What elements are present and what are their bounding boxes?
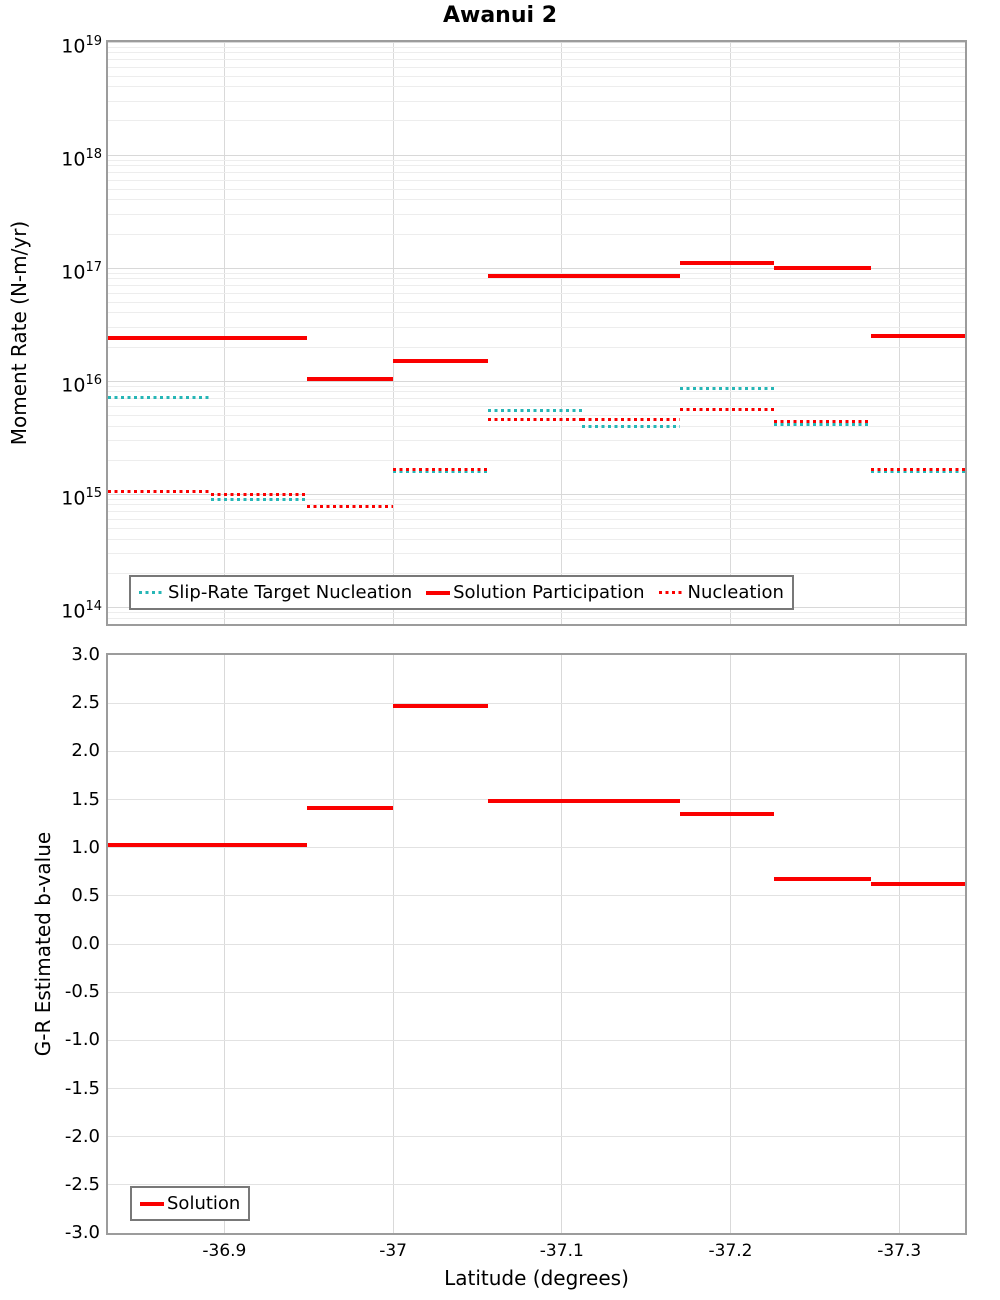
major-gridline xyxy=(108,944,965,945)
minor-gridline xyxy=(108,172,965,173)
series-segment-slip-rate-target-nucleation xyxy=(108,396,211,399)
series-segment-solution xyxy=(774,877,870,881)
vertical-gridline xyxy=(224,42,225,624)
minor-gridline xyxy=(108,440,965,441)
series-segment-solution-participation xyxy=(307,377,393,381)
series-segment-solution xyxy=(108,843,211,847)
legend-item-label: Slip-Rate Target Nucleation xyxy=(168,582,413,603)
legend-swatch-solid-line xyxy=(426,591,450,595)
major-gridline xyxy=(108,155,965,156)
minor-gridline xyxy=(108,52,965,53)
series-segment-nucleation xyxy=(393,468,487,471)
series-segment-slip-rate-target-nucleation xyxy=(680,387,774,390)
legend-item-label: Solution xyxy=(167,1193,241,1214)
series-segment-solution xyxy=(393,704,487,708)
x-tick-label: -37 xyxy=(379,1241,407,1261)
chart-title: Awanui 2 xyxy=(442,3,558,28)
y-tick-exponent: 14 xyxy=(85,599,102,615)
series-segment-solution-participation xyxy=(871,334,965,338)
series-segment-solution xyxy=(307,806,393,810)
y-tick-label: 0.5 xyxy=(71,884,100,906)
y-tick-label: $10^{18}$ xyxy=(61,147,102,171)
series-segment-nucleation xyxy=(582,418,680,421)
major-gridline xyxy=(108,1040,965,1041)
series-segment-solution-participation xyxy=(393,359,487,363)
series-segment-nucleation xyxy=(680,408,774,411)
minor-gridline xyxy=(108,426,965,427)
y-tick-label: $10^{19}$ xyxy=(61,34,102,58)
top-y-axis-title: Moment Rate (N-m/yr) xyxy=(7,220,31,446)
minor-gridline xyxy=(108,180,965,181)
y-tick-label: 0.0 xyxy=(71,933,100,954)
minor-gridline xyxy=(108,67,965,68)
minor-gridline xyxy=(108,120,965,121)
y-tick-label: $10^{14}$ xyxy=(61,599,102,623)
minor-gridline xyxy=(108,398,965,399)
y-tick-label: $10^{16}$ xyxy=(61,373,102,397)
minor-gridline xyxy=(108,386,965,387)
minor-gridline xyxy=(108,160,965,161)
series-segment-slip-rate-target-nucleation xyxy=(582,425,680,428)
minor-gridline xyxy=(108,618,965,619)
series-segment-solution xyxy=(871,882,965,886)
series-segment-solution-participation xyxy=(211,336,307,340)
minor-gridline xyxy=(108,528,965,529)
minor-gridline xyxy=(108,293,965,294)
minor-gridline xyxy=(108,189,965,190)
legend xyxy=(130,1186,250,1221)
minor-gridline xyxy=(108,573,965,574)
x-tick-label: -37.2 xyxy=(708,1241,753,1261)
series-segment-solution xyxy=(680,812,774,816)
x-tick-label: -37.3 xyxy=(877,1241,922,1261)
y-tick-label: 2.0 xyxy=(71,740,100,762)
minor-gridline xyxy=(108,391,965,392)
series-segment-nucleation xyxy=(871,468,965,471)
major-gridline xyxy=(108,992,965,993)
minor-gridline xyxy=(108,234,965,235)
y-tick-label: 1.5 xyxy=(71,788,100,810)
series-segment-solution xyxy=(211,843,307,847)
vertical-gridline xyxy=(899,42,900,624)
y-tick-label: -1.5 xyxy=(64,1077,100,1099)
minor-gridline xyxy=(108,460,965,461)
x-axis-title: Latitude (degrees) xyxy=(444,1266,629,1290)
minor-gridline xyxy=(108,504,965,505)
series-segment-solution-participation xyxy=(680,261,774,265)
legend-swatch-dotted-line xyxy=(139,591,165,594)
y-tick-label: -2.5 xyxy=(64,1173,100,1195)
x-tick-label: -37.1 xyxy=(539,1241,584,1261)
y-tick-label: 1.0 xyxy=(71,836,100,858)
series-segment-nucleation xyxy=(488,418,582,421)
major-gridline xyxy=(108,847,965,848)
bottom-y-axis-title: G-R Estimated b-value xyxy=(31,831,55,1057)
major-gridline xyxy=(108,751,965,752)
legend-item xyxy=(140,1193,240,1214)
minor-gridline xyxy=(108,59,965,60)
minor-gridline xyxy=(108,278,965,279)
series-segment-solution-participation xyxy=(774,266,870,270)
major-gridline xyxy=(108,42,965,43)
y-tick-label: -2.0 xyxy=(64,1125,100,1147)
legend-swatch-dotted-line xyxy=(659,591,685,594)
y-tick-label: $10^{15}$ xyxy=(61,486,102,510)
minor-gridline xyxy=(108,312,965,313)
legend-swatch-solid-line xyxy=(140,1202,164,1206)
series-segment-nucleation xyxy=(774,420,870,423)
series-segment-slip-rate-target-nucleation xyxy=(211,498,307,501)
minor-gridline xyxy=(108,415,965,416)
y-tick-label: 2.5 xyxy=(71,692,100,714)
vertical-gridline xyxy=(393,42,394,624)
y-tick-label: -0.5 xyxy=(64,981,100,1003)
minor-gridline xyxy=(108,553,965,554)
legend-item xyxy=(139,582,412,603)
minor-gridline xyxy=(108,406,965,407)
minor-gridline xyxy=(108,47,965,48)
minor-gridline xyxy=(108,347,965,348)
y-tick-exponent: 19 xyxy=(85,34,102,49)
minor-gridline xyxy=(108,519,965,520)
minor-gridline xyxy=(108,511,965,512)
x-tick-label: -36.9 xyxy=(202,1241,247,1261)
minor-gridline xyxy=(108,101,965,102)
series-segment-solution xyxy=(582,799,680,803)
series-segment-solution-participation xyxy=(488,274,582,278)
minor-gridline xyxy=(108,612,965,613)
minor-gridline xyxy=(108,539,965,540)
legend-item-label: Nucleation xyxy=(687,582,784,603)
vertical-gridline xyxy=(561,42,562,624)
minor-gridline xyxy=(108,165,965,166)
y-tick-label: -1.0 xyxy=(64,1029,100,1051)
y-tick-label: $10^{17}$ xyxy=(61,260,102,284)
series-segment-slip-rate-target-nucleation xyxy=(488,409,582,412)
major-gridline xyxy=(108,703,965,704)
y-tick-exponent: 18 xyxy=(85,147,102,162)
major-gridline xyxy=(108,1088,965,1089)
legend xyxy=(129,575,794,610)
series-segment-solution-participation xyxy=(582,274,680,278)
legend-item-label: Solution Participation xyxy=(453,582,645,603)
vertical-gridline xyxy=(730,42,731,624)
series-segment-nucleation xyxy=(307,505,393,508)
series-segment-solution xyxy=(488,799,582,803)
y-tick-exponent: 17 xyxy=(85,260,102,276)
minor-gridline xyxy=(108,302,965,303)
minor-gridline xyxy=(108,327,965,328)
major-gridline xyxy=(108,1136,965,1137)
series-segment-solution-participation xyxy=(108,336,211,340)
minor-gridline xyxy=(108,76,965,77)
y-tick-label: 3.0 xyxy=(71,644,100,665)
major-gridline xyxy=(108,895,965,896)
legend-item xyxy=(659,582,784,603)
minor-gridline xyxy=(108,199,965,200)
minor-gridline xyxy=(108,214,965,215)
legend-item xyxy=(426,582,644,603)
minor-gridline xyxy=(108,86,965,87)
major-gridline xyxy=(108,381,965,382)
y-tick-exponent: 15 xyxy=(85,486,102,502)
y-tick-label: -3.0 xyxy=(64,1222,100,1243)
minor-gridline xyxy=(108,285,965,286)
series-segment-nucleation xyxy=(211,493,307,496)
series-segment-nucleation xyxy=(108,490,211,493)
y-tick-exponent: 16 xyxy=(85,373,102,389)
